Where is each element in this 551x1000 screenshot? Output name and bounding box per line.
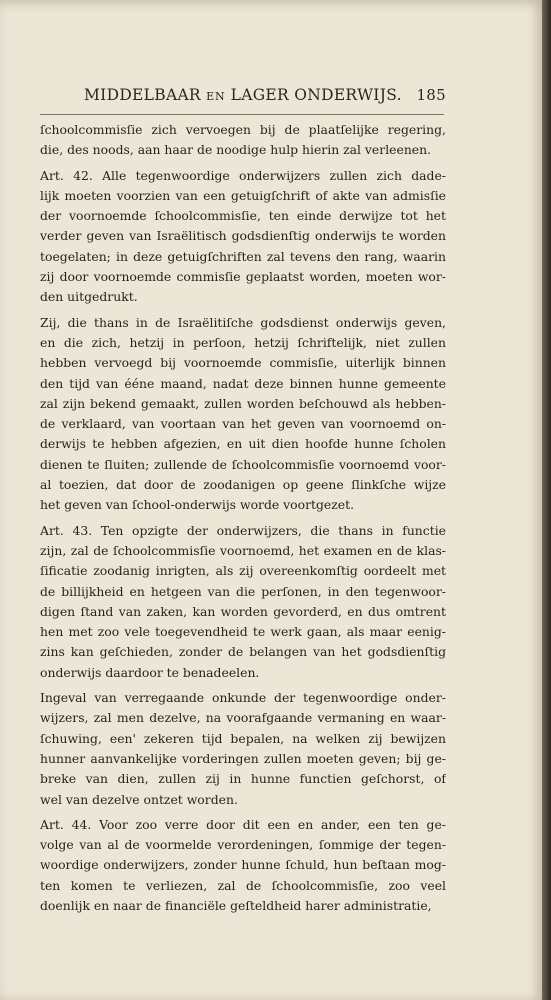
text-line: ſchuwing, een' zekeren tijd bepalen, na welken zij bewijzen	[40, 730, 446, 746]
text-line: Zij, die thans in de Israëlitiſche godsdienst onderwijs geven,	[40, 314, 446, 330]
text-line: de verklaard, van voortaan van het geven van voornoemd on-	[40, 416, 446, 432]
text-line: hebben vervoegd bij voornoemde commisſie, uiterlijk binnen	[40, 355, 446, 371]
text-line: zal zijn bekend gemaakt, zullen worden beſchouwd als hebben-	[40, 395, 446, 411]
text-line: digen ſtand van zaken, kan worden gevorderd, en dus omtrent	[40, 603, 446, 619]
text-line: dienen te ſluiten; zullende de ſchoolcommisſie voornoemd voor-	[40, 456, 446, 472]
header-rule	[40, 114, 444, 115]
running-title-en: EN	[206, 90, 226, 103]
text-line: zijn, zal de ſchoolcommisſie voornoemd, het examen en de klas-	[40, 542, 446, 558]
text-line: den tijd van ééne maand, nadat deze binnen hunne gemeente	[40, 375, 446, 391]
text-line: hen met zoo vele toegevendheid te werk gaan, als maar eenig-	[40, 624, 446, 640]
text-line: onderwijs daardoor te benadeelen.	[40, 664, 260, 680]
text-line: hunner aanvankelijke vorderingen zullen moeten geven; bij ge-	[40, 750, 446, 766]
text-body	[40, 120, 446, 916]
paragraph	[40, 120, 446, 161]
text-line: der voornoemde ſchoolcommisſie, ten einde derwijze tot het	[40, 208, 446, 224]
paragraph	[40, 166, 446, 308]
text-line: wel van dezelve ontzet worden.	[40, 791, 238, 807]
text-line: lijk moeten voorzien van een getuigſchrift of akte van admisſie	[40, 187, 446, 203]
paragraph	[40, 521, 446, 683]
running-title	[84, 86, 402, 104]
text-line: die, des noods, aan haar de noodige hulp hierin zal verleenen.	[40, 142, 432, 158]
text-line: al toezien, dat door de zoodanigen op geene ſlinkſche wijze	[40, 477, 446, 493]
text-line: en die zich, hetzij in perſoon, hetzij ſchriftelijk, niet zullen	[40, 334, 446, 350]
running-title-main: MIDDELBAAR	[84, 86, 201, 104]
text-line: Art. 44. Voor zoo verre door dit een en ander, een ten ge-	[40, 816, 446, 832]
running-title-rest: LAGER ONDERWIJS.	[230, 86, 402, 104]
page-number: 185	[416, 86, 446, 104]
text-line: woordige onderwijzers, zonder hunne ſchuld, hun beſtaan mog-	[40, 857, 446, 873]
text-line: Art. 43. Ten opzigte der onderwijzers, die thans in functie	[40, 522, 446, 538]
text-line: het geven van ſchool-onderwijs worde voortgezet.	[40, 497, 355, 513]
text-line: verder geven van Israëlitisch godsdienſtig onderwijs te worden	[40, 228, 446, 244]
text-line: ſificatie zoodanig inrigten, als zij overeenkomſtig oordeelt met	[40, 563, 446, 579]
text-line: Ingeval van verregaande onkunde der tegenwoordige onder-	[40, 690, 446, 706]
text-line: wijzers, zal men dezelve, na voorafgaande vermaning en waar-	[40, 710, 446, 726]
text-line: toegelaten; in deze getuigſchriften zal tevens den rang, waarin	[40, 248, 446, 264]
text-line: den uitgedrukt.	[40, 289, 138, 305]
running-header	[84, 86, 446, 110]
text-line: zij door voornoemde commisſie geplaatst worden, moeten wor-	[40, 269, 446, 285]
paragraph	[40, 688, 446, 810]
paragraph	[40, 815, 446, 916]
text-line: doenlijk en naar de financiële geſteldheid harer administratie,	[40, 897, 432, 913]
text-line: Art. 42. Alle tegenwoordige onderwijzers zullen zich dade-	[40, 167, 446, 183]
text-line: ten komen te verliezen, zal de ſchoolcommisſie, zoo veel	[40, 877, 446, 893]
text-line: volge van al de voormelde verordeningen, ſommige der tegen-	[40, 837, 446, 853]
text-line: zins kan geſchieden, zonder de belangen van het godsdienſtig	[40, 644, 446, 660]
paragraph	[40, 313, 446, 516]
text-line: ſchoolcommisſie zich vervoegen bij de plaatſelijke regering,	[40, 122, 446, 137]
text-line: breke van dien, zullen zij in hunne functien geſchorst, of	[40, 771, 446, 787]
text-line: derwijs te hebben afgezien, en uit dien hoofde hunne ſcholen	[40, 436, 446, 452]
book-gutter	[542, 0, 551, 1000]
text-line: de billijkheid en hetgeen van die perſonen, in den tegenwoor-	[40, 583, 446, 599]
